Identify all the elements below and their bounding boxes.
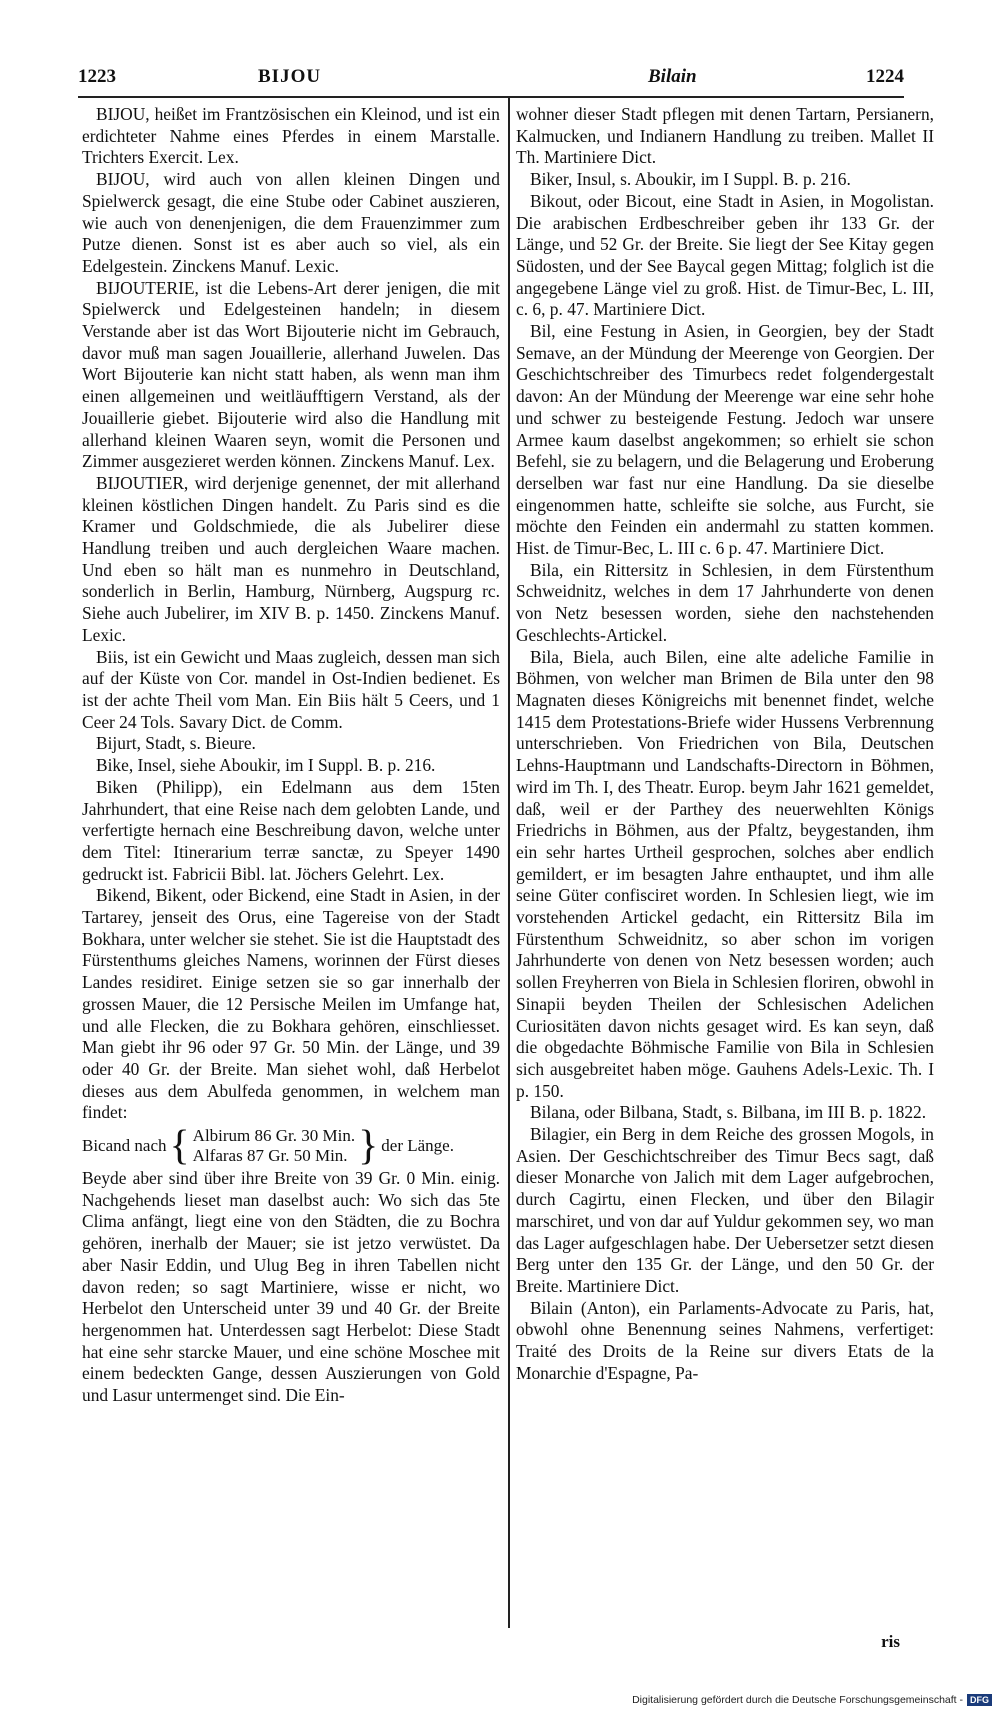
entry-bikend-end: wohner dieser Stadt pflegen mit denen Tartarn, Persianern, Kalmucken, und Indianern Handlung zu treiben. Mallet II Th. Martiniere Dict.: [516, 104, 934, 168]
left-column: [82, 104, 500, 1624]
formula-prefix: Bicand nach: [82, 1136, 167, 1156]
entry-bilana: Bilana, oder Bilbana, Stadt, s. Bilbana, im III B. p. 1822.: [530, 1102, 927, 1123]
formula-line: Albirum 86 Gr. 30 Min.: [192, 1126, 356, 1146]
entry-bijurt: Bijurt, Stadt, s. Bieure.: [96, 733, 256, 754]
formula-line: Alfaras 87 Gr. 50 Min.: [192, 1146, 348, 1166]
entry-bijou: BIJOU, heißet im Frantzösischen ein Kleinod, und ist ein erdichteter Nahme eines Pferdes in einem Marstalle. Trichters Exercit. Lex.: [82, 104, 500, 168]
dfg-logo: DFG: [967, 1694, 992, 1706]
entry-bijouterie: BIJOUTERIE, ist die Lebens-Art derer jenigen, die mit Spielwerck und Edelgesteinen handeln; in diesem Verstande aber ist das Wort Bijouterie nicht im Gebrauch, davor muß man sagen Jouaillerie, allerhand Juwelen. Das Wort Bijouterie kan nicht statt haben, als wenn man ihm einen allgemeinen und weitläufftigern Verstand, als der Jouaillerie giebet. Bijouterie wird also die Handlung mit allerhand kleinen Waaren seyn, womit die Personen und Zimmer ausgezieret werden können. Zinckens Manuf. Lex.: [82, 277, 500, 472]
entry-bikend-cont: Beyde aber sind über ihre Breite von 39 Gr. 0 Min. einig. Nachgehends lieset man daselbst auch: Wo sich das 5te Clima anfängt, liegt eine von den Städten, die zu Bochra gehören, inerhalb der Mauer; sie ist jetzo verwüstet. Da aber Nasir Eddin, und Ulug Beg in ihren Tabellen nicht davon reden; so sagt Martiniere, wisse er nicht, wo Herbelot den Unterscheid unter 39 und 40 Gr. der Breite hergenommen hat. Unterdessen sagt Herbelot: Diese Stadt hat eine sehr starcke Mauer, und eine schöne Moschee mit einem bedeckten Gange, dessen Auszierungen von Gold und Lasur untermenget sind. Die Ein-: [82, 1168, 500, 1406]
page-number-left: 1223: [78, 66, 116, 87]
coordinate-formula: [82, 1123, 500, 1170]
entry-bikout: Bikout, oder Bicout, eine Stadt in Asien, in Mogolistan. Die arabischen Erdbeschreiber geben ihr 133 Gr. der Länge, und 52 Gr. der Breite. Sie liegt der See Kitay gegen Südosten, und der See Baycal gegen Mittag; folglich ist die angegebene Länge viel zu groß. Hist. de Timur-Bec, L. III, c. 6, p. 47. Martiniere Dict.: [516, 190, 934, 320]
entry-bila: Bila, ein Rittersitz in Schlesien, in dem Fürstenthum Schweidnitz, welches in dem 17 Jahrhunderte von denen von Netz besessen worden, siehe den nachstehenden Geschlechts-Artickel.: [516, 559, 934, 645]
entry-bijoutier: BIJOUTIER, wird derjenige genennet, der mit allerhand kleinen köstlichen Dingen handelt. Zu Paris sind es die Kramer und Goldschmiede, die als Jubelirer diese Handlung treiben und auch dergleichen Waare machen. Und eben so hält man es nunmehro in Deutschland, sonderlich in Berlin, Hamburg, Nürnberg, Augspurg rc. Siehe auch Jubelirer, im XIV B. p. 1450. Zinckens Manuf. Lexic.: [82, 472, 500, 645]
formula-lines: [193, 1126, 355, 1166]
entry-biis: Biis, ist ein Gewicht und Maas zugleich, dessen man sich auf der Küste von Cor. mandel in Ost-Indien bedienet. Es ist der achte Theil vom Man. Ein Biis hält 5 Ceers, und 1 Ceer 24 Tols. Savary Dict. de Comm.: [82, 646, 500, 732]
catchword: ris: [881, 1632, 900, 1651]
page-header: [78, 60, 904, 96]
entry-bike: Bike, Insel, siehe Aboukir, im I Suppl. B. p. 216.: [96, 755, 436, 776]
column-divider: [508, 98, 510, 1628]
formula-suffix: der Länge.: [381, 1136, 454, 1156]
running-head-left: BIJOU: [258, 66, 322, 87]
entry-biker: Biker, Insul, s. Aboukir, im I Suppl. B. p. 216.: [530, 169, 851, 190]
header-rule: [78, 96, 904, 98]
entry-bikend: Bikend, Bikent, oder Bickend, eine Stadt in Asien, in der Tartarey, jenseit des Orus, eine Tagereise von der Stadt Bokhara, unter welcher sie stehet. Sie ist die Hauptstadt des Fürstenthums gleiches Namens, worinnen der Fürst dieses Landes residiret. Einige setzen sie so gar innerhalb der grossen Mauer, die 12 Persische Meilen im Umfange hat, und alle Flecken, die zu Bokhara gehören, einschliesset. Man giebt ihr 96 oder 97 Gr. 50 Min. der Länge, und 39 oder 40 Gr. der Breite. Man siehet wohl, daß Herbelot dieses aus dem Abulfeda genommen, in welchem man findet:: [82, 885, 500, 1123]
entry-biken: Biken (Philipp), ein Edelmann aus dem 15ten Jahrhundert, that eine Reise nach dem gelobten Lande, und verfertigte hernach eine Beschreibung davon, welche unter dem Titel: Itinerarium terræ sanctæ, zu Speyer 1490 gedruckt ist. Fabricii Bibl. lat. Jöchers Gelehrt. Lex.: [82, 776, 500, 884]
left-brace: {: [169, 1123, 190, 1170]
entry-bilain: Bilain (Anton), ein Parlaments-Advocate zu Paris, hat, obwohl ohne Benennung seines Nahmens, verfertiget: Traité des Droits de la Reine sur divers Etats de la Monarchie d'Espagne, Pa-: [516, 1297, 934, 1383]
running-head-right: Bilain: [648, 66, 697, 87]
entry-bijou-2: BIJOU, wird auch von allen kleinen Dingen und Spielwerck gesagt, die eine Stube oder Cabinet auszieren, wie auch von denenjenigen, die dem Frauenzimmer zum Putze dienen. Sonst ist es aber auch so viel, als ein Edelgestein. Zinckens Manuf. Lexic.: [82, 169, 500, 276]
digitization-footer: [632, 1694, 992, 1706]
entry-bilagier: Bilagier, ein Berg in dem Reiche des grossen Mogols, in Asien. Der Geschichtschreiber des Timur Becs sagt, daß dieser Monarche von Jalich mit dem Lager aufgebrochen, durch Cagirtu, einen Flecken, und über den Bilagir marschiret, und von dar auf Yuldur gekommen sey, wo man das Lager aufgeschlagen habe. Der Uebersetzer setzt diesen Berg unter den 135 Gr. der Länge, und den 50 Gr. der Breite. Martiniere Dict.: [516, 1124, 934, 1296]
footer-text: Digitalisierung gefördert durch die Deutsche Forschungsgemeinschaft -: [632, 1694, 963, 1706]
right-column: [516, 104, 934, 1624]
entry-bil: Bil, eine Festung in Asien, in Georgien, bey der Stadt Semave, an der Mündung der Meerenge von Georgien. Der Geschichtschreiber des Timurbecs redet folgendergestalt davon: An der Mündung der Meerenge war eine sehr hohe und schwer zu besteigende Festung. Jedoch war unsere Armee kaum daselbst angekommen; so erhielt sie schon Befehl, sie zu belagern, und die Belagerung und Eroberung derselben war fast nur eine Handlung. Da sie dieselbe eingenommen hatte, schleifte sie solche, aus Furcht, sie möchte den Feinden ein andermahl zu statten kommen. Hist. de Timur-Bec, L. III c. 6 p. 47. Martiniere Dict.: [516, 321, 934, 559]
right-brace: }: [358, 1123, 379, 1170]
page-number-right: 1224: [866, 66, 904, 87]
entry-bila-family: Bila, Biela, auch Bilen, eine alte adeliche Familie in Böhmen, von welcher man Brimen de Bila unter den 98 Magnaten dieses Königreichs mit benennet findet, welche 1415 dem Protestations-Briefe wider Hussens Verbrennung unterschrieben. Von Friedrichen von Bila, Deutschen Lehns-Hauptmann und Landschafts-Directorn in Böhmen, wird im Th. I, des Theatr. Europ. beym Jahr 1621 gemeldet, daß, weil er der Parthey des neuerwehlten Königs Friedrichs in Böhmen, aus der Pfaltz, beygestanden, ihm ein sehr hartes Urtheil gesprochen, solches aber endlich gemildert, er im besagten Jahre enthauptet, und ihm alle seine Güter confisciret worden. In Schlesien liegt, wie im vorstehenden Artickel gedacht, ein Rittersitz Bila im Fürstenthum Schweidnitz, so aber schon im vorigen Jahrhunderte von denen von Netz besessen worden; auch sollen Freyherren von Biela in Schlesien floriren, obwohl in Sinapii beyden Theilen der Schlesischen Adelichen Curiositäten davon nichts gesaget wird. Es kan seyn, daß die obgedachte Böhmische Familie von Bila in Schlesien sich ausgebreitet haben möge. Gauhens Adels-Lexic. Th. I p. 150.: [516, 646, 934, 1101]
